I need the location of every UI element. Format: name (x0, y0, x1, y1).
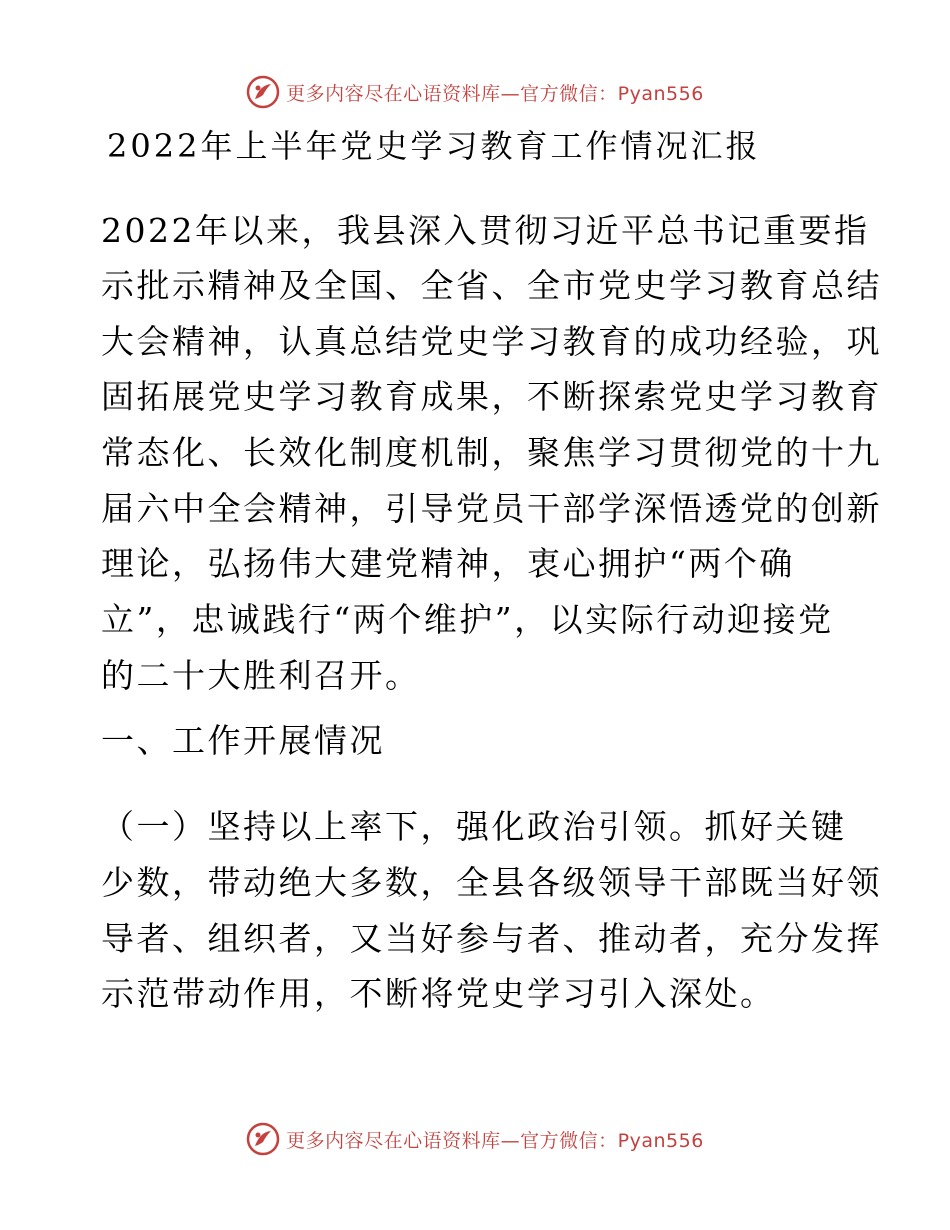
text-line: 示批示精神及全国、全省、全市党史学习教育总结 (101, 266, 882, 305)
text-line: 的二十大胜利召开。 (101, 656, 421, 695)
text-line: 常态化、长效化制度机制，聚焦学习贯彻党的十九 (101, 433, 882, 472)
text-line: 固拓展党史学习教育成果，不断探索党史学习教育 (101, 377, 882, 416)
watermark-banner-top (0, 72, 950, 112)
text-line: 届六中全会精神，引导党员干部学深悟透党的创新 (101, 489, 882, 528)
document-title: 2022年上半年党史学习教育工作情况汇报 (107, 127, 761, 165)
text-line: 大会精神，认真总结党史学习教育的成功经验，巩 (101, 322, 882, 361)
watermark-text: 更多内容尽在心语资料库—官方微信：Pyan556 (286, 1129, 704, 1152)
section-heading: 一、工作开展情况 (101, 721, 385, 760)
text-line: 少数，带动绝大多数，全县各级领导干部既当好领 (101, 863, 882, 902)
watermark-banner-bottom (0, 1119, 950, 1159)
text-line: 2022年以来，我县深入贯彻习近平总书记重要指 (101, 211, 870, 250)
watermark-text: 更多内容尽在心语资料库—官方微信：Pyan556 (286, 82, 704, 105)
text-line: 理论，弘扬伟大建党精神，衷心拥护“两个确 (101, 544, 795, 583)
text-line: （一）坚持以上率下，强化政治引领。抓好关键 (101, 807, 847, 846)
text-line: 导者、组织者，又当好参与者、推动者，充分发挥 (101, 919, 882, 958)
text-line: 立”，忠诚践行“两个维护”，以实际行动迎接党 (101, 600, 834, 639)
seal-logo-icon (246, 75, 280, 109)
seal-logo-icon (246, 1122, 280, 1156)
text-line: 示范带动作用，不断将党史学习引入深处。 (101, 974, 776, 1013)
